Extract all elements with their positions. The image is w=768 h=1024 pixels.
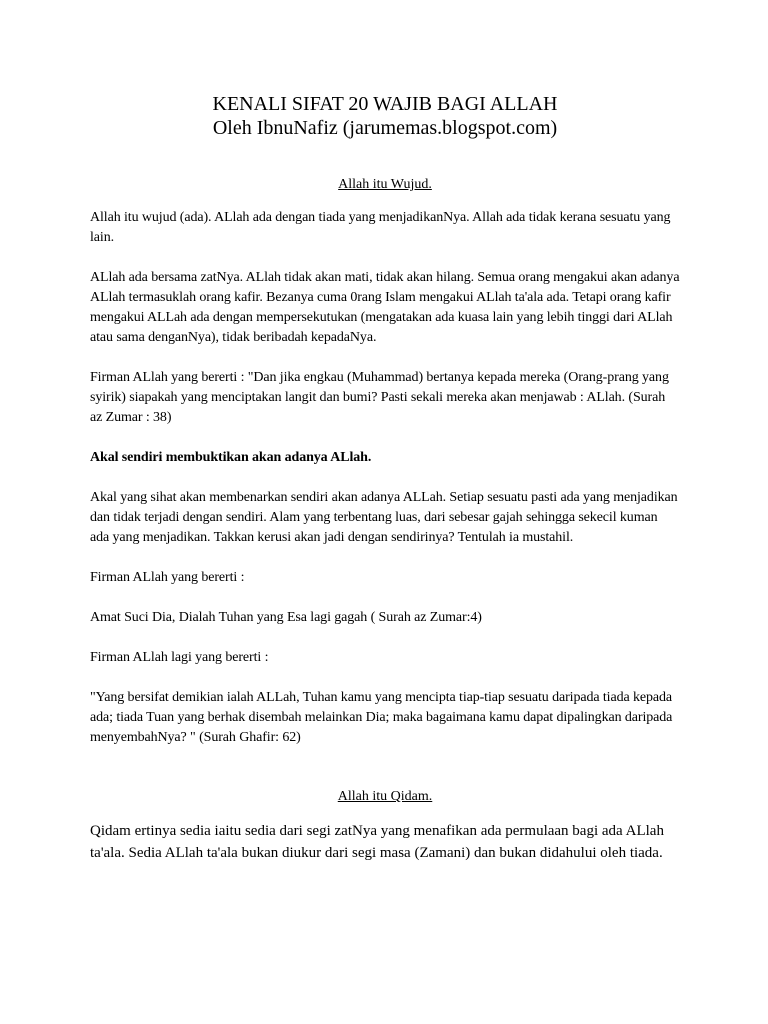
paragraph-akal-1: Akal yang sihat akan membenarkan sendiri akan adanya ALLah. Setiap sesuatu pasti ada yang menjadikan dan tidak terjadi dengan sendiri. Alam yang terbentang luas, dari sebesar gajah sehingga sekecil kuman ada yang menjadikan. Takkan kerusi akan jadi dengan sendirinya? Tentulah ia mustahil. xyxy=(90,490,678,545)
section-heading-wujud: Allah itu Wujud. xyxy=(338,177,432,192)
paragraph-wujud-3: Firman ALlah yang bererti : "Dan jika engkau (Muhammad) bertanya kepada mereka (Orang-prang yang syirik) siapakah yang menciptakan langit dan bumi? Pasti sekali mereka akan menjawab : ALlah. (Surah az Zumar : 38) xyxy=(90,370,669,425)
document-page xyxy=(90,92,680,864)
title-line-2: Oleh IbnuNafiz (jarumemas.blogspot.com) xyxy=(212,117,558,139)
document-title xyxy=(90,92,680,140)
paragraph-qidam-1: Qidam ertinya sedia iaitu sedia dari segi zatNya yang menafikan ada permulaan bagi ada ALlah ta'ala. Sedia ALlah ta'ala bukan diukur dari segi masa (Zamani) dan bukan didahului oleh tiada. xyxy=(90,823,664,861)
paragraph-quote-ghafir: "Yang bersifat demikian ialah ALLah, Tuhan kamu yang mencipta tiap-tiap sesuatu daripada tiada kepada ada; tiada Tuan yang berhak disembah melainkan Dia; maka bagaimana kamu dapat dipalingkan daripada menyembahNya? " (Surah Ghafir: 62) xyxy=(90,690,673,745)
section-heading-qidam: Allah itu Qidam. xyxy=(337,789,433,804)
paragraph-wujud-2: ALlah ada bersama zatNya. ALlah tidak akan mati, tidak akan hilang. Semua orang mengakui akan adanya ALlah termasuklah orang kafir. Bezanya cuma 0rang Islam mengakui ALlah ta'ala ada. Tetapi orang kafir mengakui ALLah ada dengan mempersekutukan (mengatakan ada kuasa lain yang lebih tinggi dari ALlah atau sama denganNya), tidak beribadah kepadaNya. xyxy=(90,270,680,345)
paragraph-firman-2: Firman ALlah lagi yang bererti : xyxy=(90,650,269,665)
title-line-1: KENALI SIFAT 20 WAJIB BAGI ALLAH xyxy=(212,93,558,115)
paragraph-quote-zumar: Amat Suci Dia, Dialah Tuhan yang Esa lagi gagah ( Surah az Zumar:4) xyxy=(90,610,482,625)
paragraph-firman-1: Firman ALlah yang bererti : xyxy=(90,570,245,585)
bold-heading-akal: Akal sendiri membuktikan akan adanya ALlah. xyxy=(90,450,372,465)
paragraph-wujud-1: Allah itu wujud (ada). ALlah ada dengan tiada yang menjadikanNya. Allah ada tidak kerana sesuatu yang lain. xyxy=(90,210,671,245)
